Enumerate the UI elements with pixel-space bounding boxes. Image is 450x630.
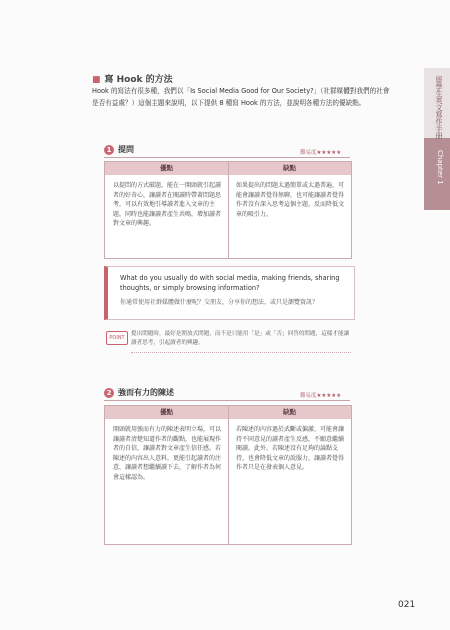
intro-paragraph: Hook 的寫法有很多種，我們以「Is Social Media Good for Our Society?」（社群媒體對我們的社會是否有益處？）這個主題來說明，以下提供 8 種寫 Hook 的方法，並說明各種方法的優缺點。 xyxy=(92,87,390,107)
example-question-box xyxy=(104,266,355,320)
method-number-badge: 1 xyxy=(104,145,114,155)
pros-text: 開頭就用強而有力的陳述表明立場，可以讓讀者清楚知道作者的觀點，也能展現作者的自信，讓讀者對文章產生信任感。若陳述的內容出人意料，更能引起讀者的注意，讓讀者想繼續讀下去，了解作者為何會這樣認為。 xyxy=(113,426,222,481)
cons-text: 若陳述的內容過於武斷或偏激，可能會讓持不同意見的讀者產生反感，不願意繼續閱讀。此外，若陳述沒有足夠的論點支持，也會降低文章的說服力，讓讀者覺得作者只是在發表個人意見。 xyxy=(236,426,345,471)
method-number-badge: 2 xyxy=(104,388,114,398)
method-1-table xyxy=(104,161,352,259)
side-chapter-label: Chapter 1 xyxy=(436,150,444,185)
divider xyxy=(104,400,350,401)
square-bullet-icon: ■ xyxy=(92,75,101,85)
method-2-heading xyxy=(104,387,174,398)
cons-header: 缺點 xyxy=(228,162,351,175)
side-book-title: 留學生英文寫作手冊 xyxy=(435,76,443,139)
method-2-name: 強而有力的陳述 xyxy=(118,388,174,397)
method-2-table xyxy=(104,405,352,545)
method-1-name: 提問 xyxy=(118,145,134,154)
pros-text: 以提問的方式破題，能在一開頭就引起讀者的好奇心，讓讀者在閱讀時帶著問題思考，可以有效地引導讀者進入文章的主題，同時也能讓讀者產生共鳴，增加讀者對文章的興趣。 xyxy=(113,182,222,227)
method-1-heading xyxy=(104,144,134,155)
section-title: 寫 Hook 的方法 xyxy=(104,75,173,85)
cons-text: 如果提出的問題太過簡單或太過普遍，可能會讓讀者覺得無聊，也可能讓讀者覺得作者沒有深入思考這個主題，反而降低文章的吸引力。 xyxy=(236,182,345,218)
point-tag-icon: POINT xyxy=(106,331,128,345)
dotted-divider xyxy=(131,352,351,353)
page-number: 021 xyxy=(398,600,416,610)
pros-header: 優點 xyxy=(105,406,228,419)
example-chinese: 你通常使用社群媒體做什麼呢？交朋友、分享你的想法，或只是瀏覽資訊？ xyxy=(120,299,319,306)
tip-text: 提出問題時，最好是開放式問題，而不是只能用「是」或「否」回答的問題，這樣才能讓讀者思考，引起讀者的興趣。 xyxy=(131,331,350,346)
section-heading xyxy=(92,72,173,85)
column-divider xyxy=(228,406,229,544)
method-1-rating: 難易度★★★★★ xyxy=(300,150,342,156)
column-divider xyxy=(228,162,229,258)
pros-header: 優點 xyxy=(105,162,228,175)
cons-header: 缺點 xyxy=(228,406,351,419)
divider xyxy=(104,157,350,158)
method-2-rating: 難易度★★★★★ xyxy=(300,393,342,399)
example-english: What do you usually do with social media, making friends, sharing thoughts, or simply browsing information? xyxy=(120,274,340,292)
